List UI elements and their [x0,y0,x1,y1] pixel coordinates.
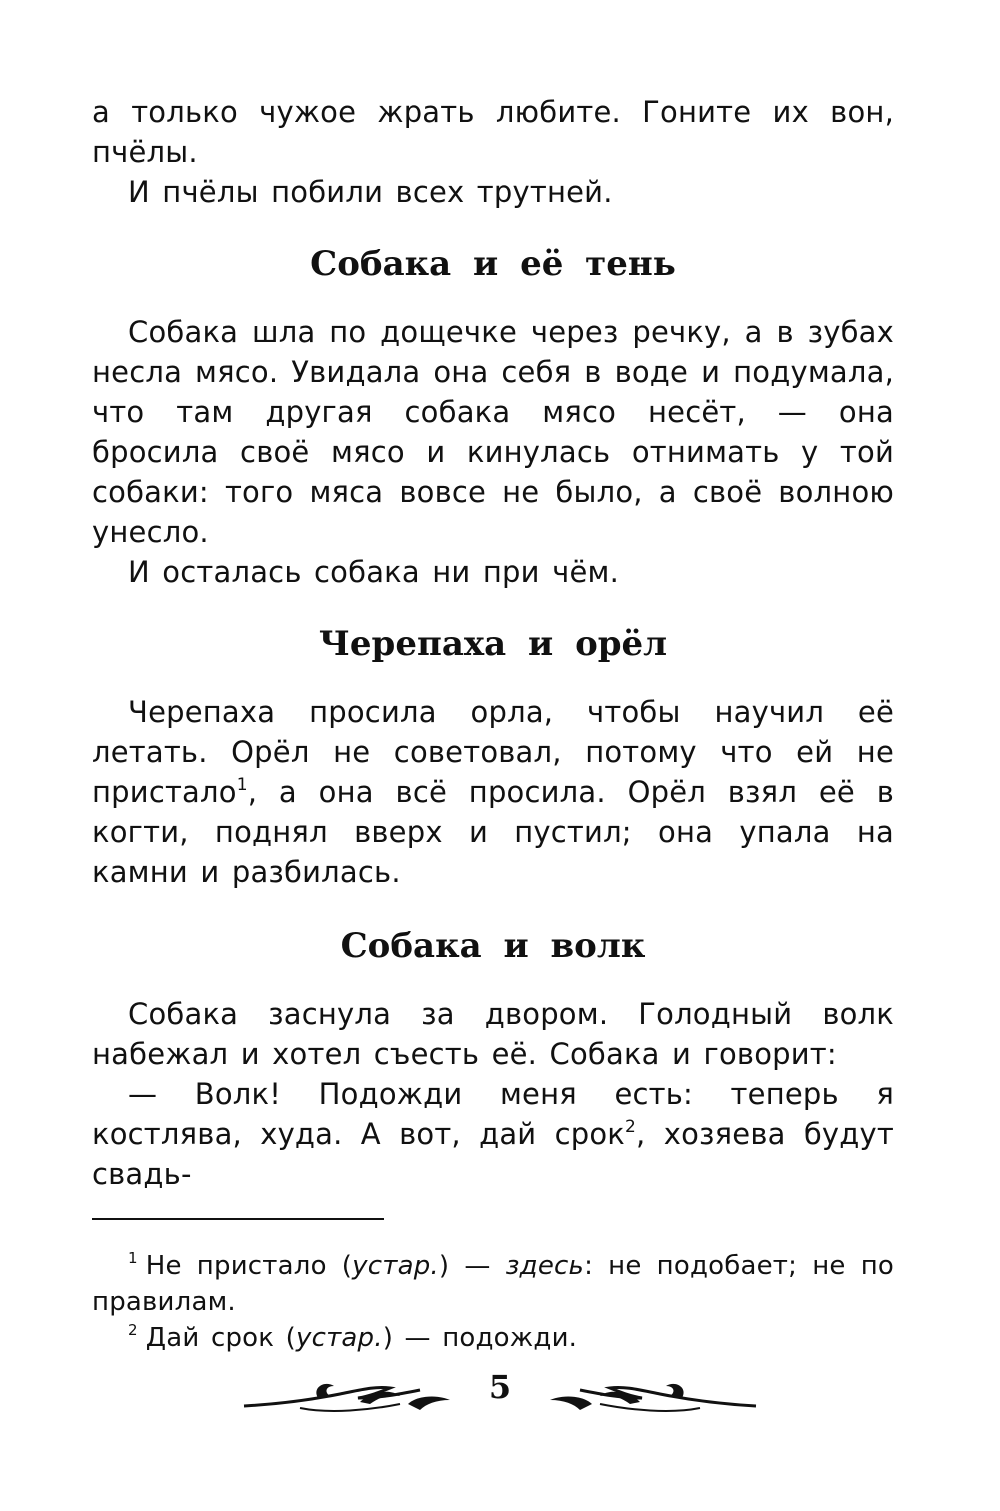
text-run: Дай срок ( [145,1323,296,1353]
heading-dog-and-wolf: Собака и волк [340,926,646,966]
paragraph-dog-shadow-2: И осталась собака ни при чём. [128,555,620,589]
text-run: Черепаха просила орла, чтобы научил её летать. Орёл не советовал, потому что ей не пристало [92,695,894,809]
text-run: : не подобает; не по правилам. [92,1251,895,1317]
page-footer [240,1368,760,1418]
paragraph-dog-wolf-1: Собака заснула за двором. Голодный волк набежал и хотел съесть её. Собака и говорит: [92,997,894,1071]
footnote-number: 2 [128,1321,138,1339]
paragraph-turtle-eagle [92,692,894,892]
italic-text: здесь [505,1251,585,1281]
right-ornament-icon [530,1374,760,1418]
text-run: Не пристало ( [145,1251,353,1281]
heading-turtle-and-eagle: Черепаха и орёл [318,624,668,664]
footnote-separator [92,1218,384,1220]
text-run: , а она всё просила. Орёл взял её в когти, поднял вверх и пустил; она упала на камни и разбилась. [92,775,894,889]
italic-text: устар. [352,1251,439,1281]
paragraph-dog-shadow-1: Собака шла по дощечке через речку, а в зубах несла мясо. Увидала она себя в воде и подумала, что там другая собака мясо несёт, — она бросила своё мясо и кинулась отнимать у той собаки: того мяса вовсе не было, а своё волною унесло. [92,315,894,549]
paragraph-bees: И пчёлы побили всех трутней. [128,175,613,209]
text-run: ) — подожди. [382,1323,578,1353]
footnote-ref-1: 1 [236,775,248,795]
footnotes [92,1248,894,1356]
heading-dog-and-shadow: Собака и её тень [310,244,676,284]
footnote-2 [92,1320,894,1356]
paragraph-continuation: а только чужое жрать любите. Гоните их вон, пчёлы. [92,95,894,169]
text-run: , хозяева будут свадь- [92,1117,894,1191]
text-run: ) — [438,1251,506,1281]
footnote-number: 1 [128,1249,138,1267]
paragraph-dog-wolf-2 [92,1074,894,1194]
page-body [92,92,894,1194]
footnote-ref-2: 2 [625,1117,637,1137]
footnote-1 [92,1248,894,1320]
page-number: 5 [488,1368,512,1406]
text-run: — Волк! Подожди меня есть: теперь я костлява, худа. А вот, дай срок [92,1077,894,1151]
italic-text: устар. [295,1323,383,1353]
